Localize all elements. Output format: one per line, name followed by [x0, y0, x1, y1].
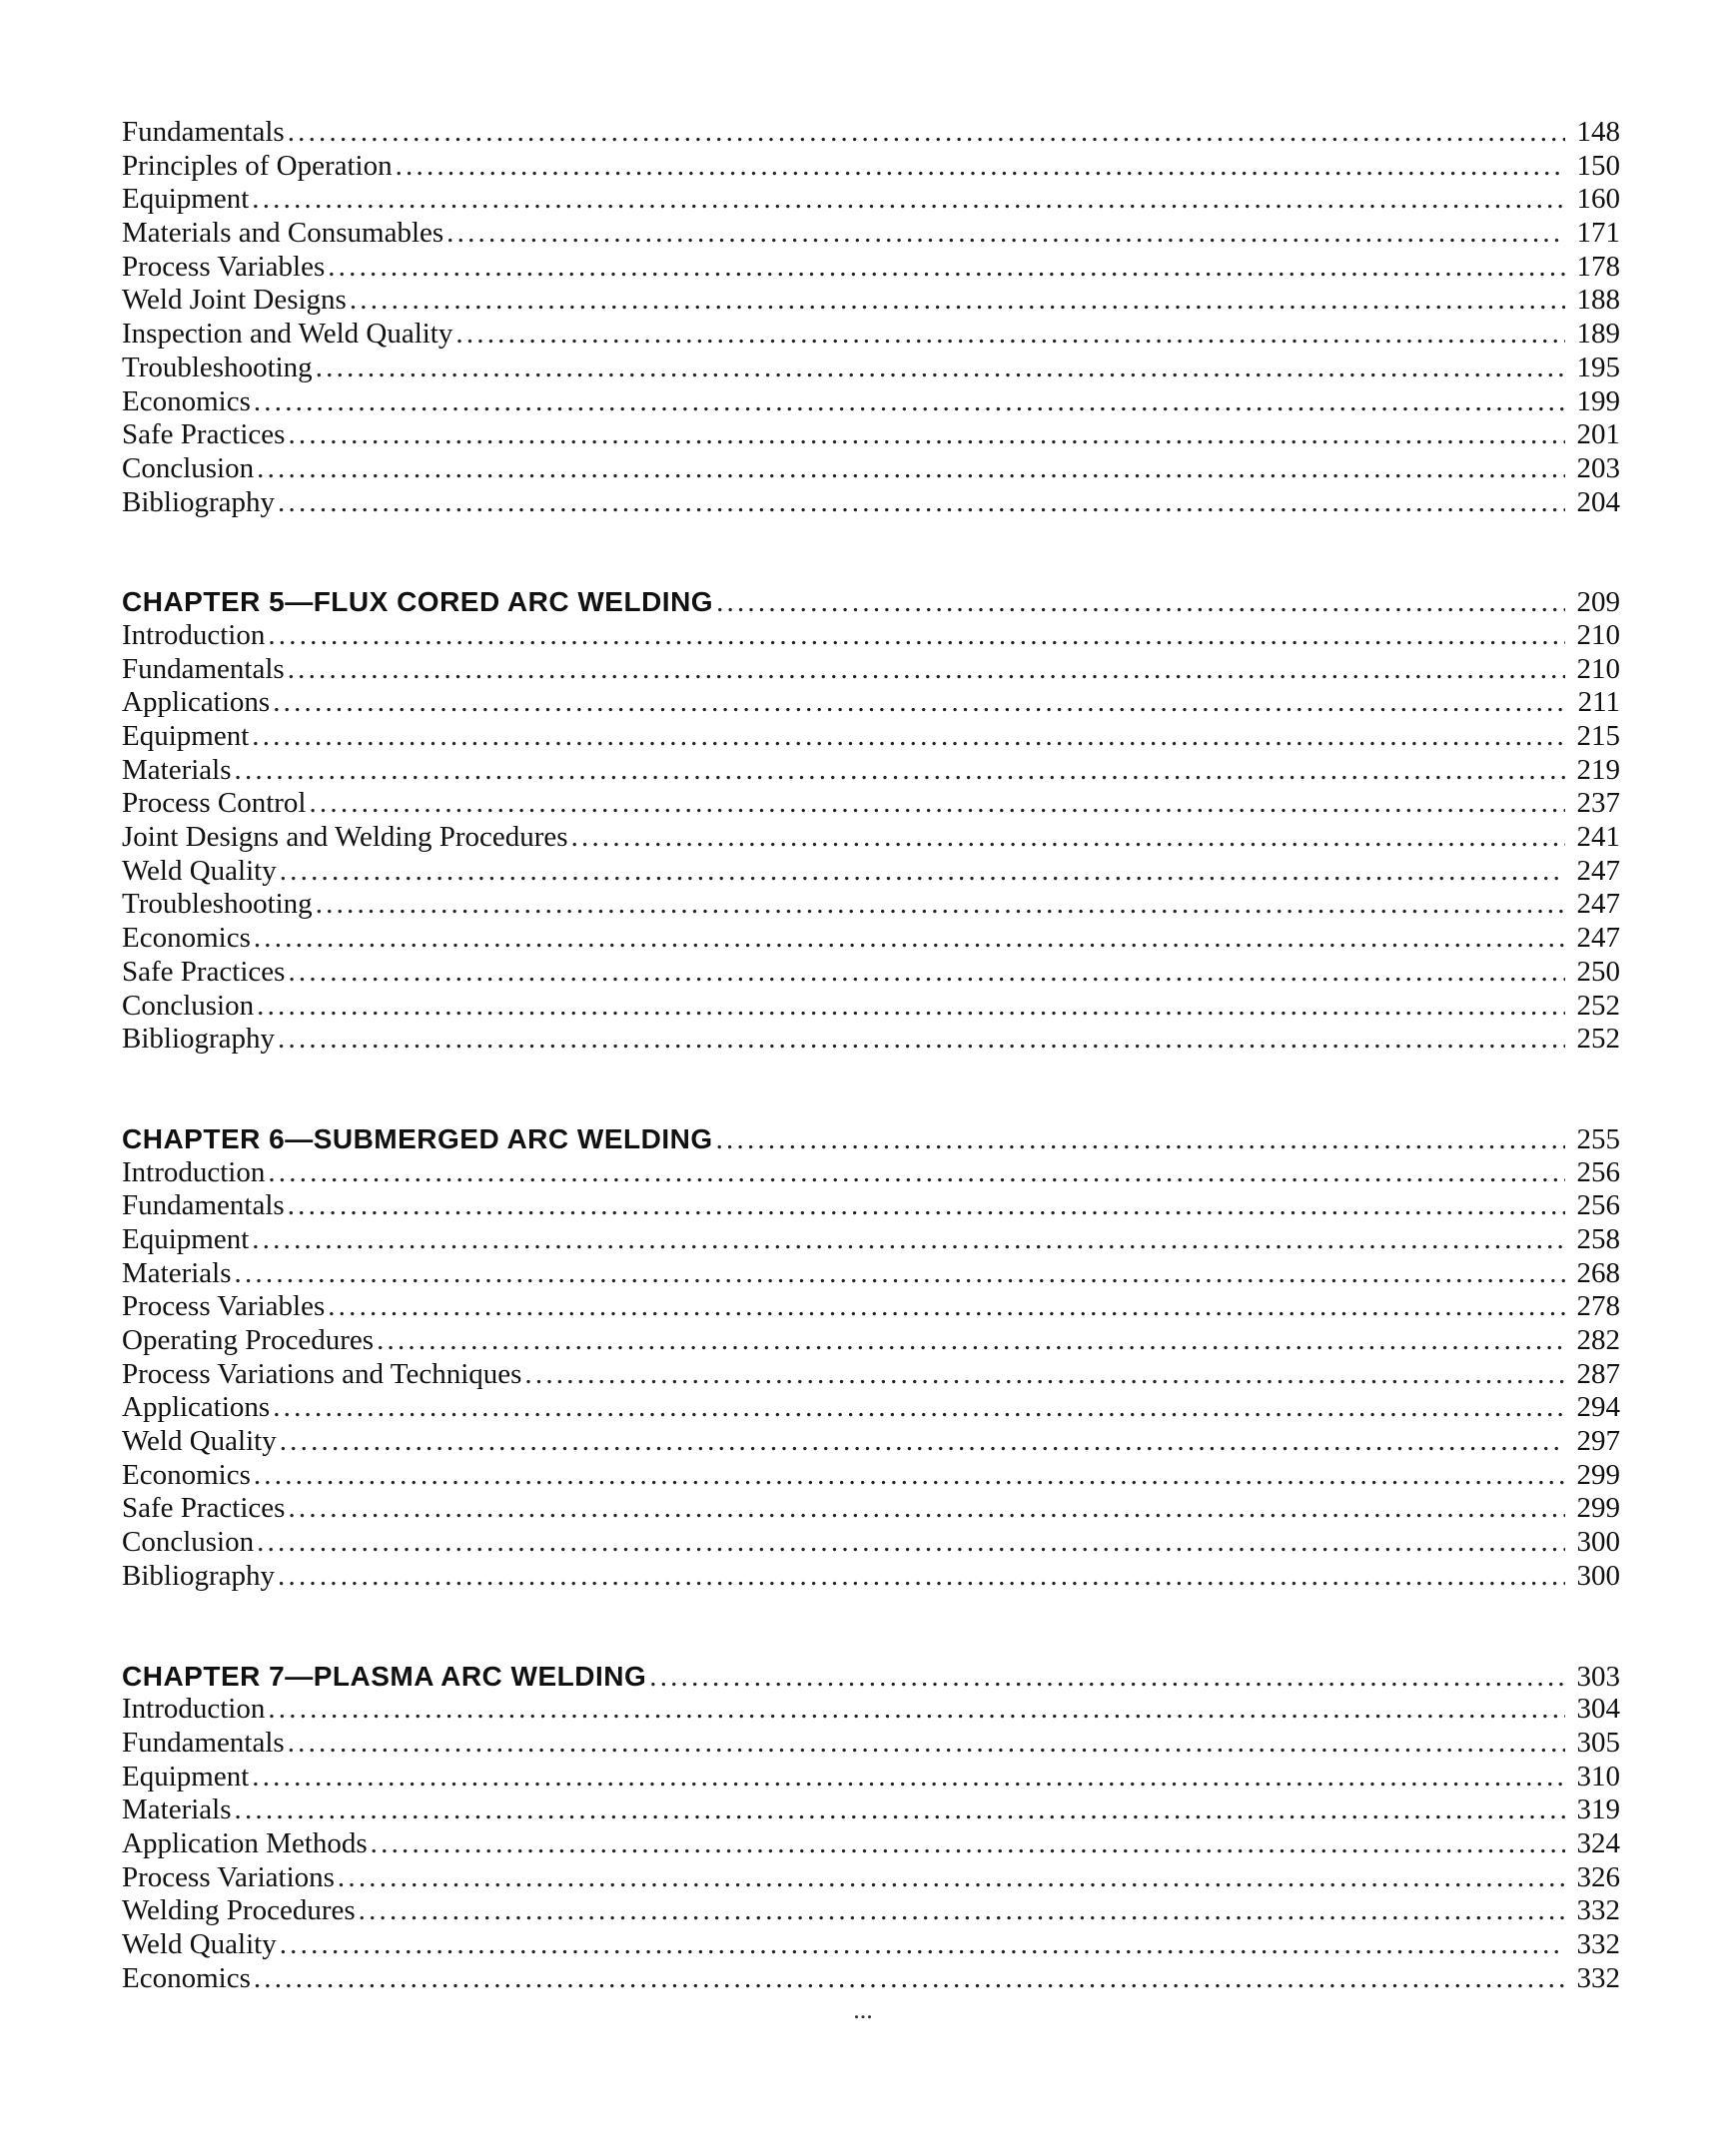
toc-entry [122, 1526, 1620, 1560]
entry-title: Fundamentals [122, 1189, 285, 1222]
dot-leader [273, 686, 1565, 720]
toc-entry [122, 1894, 1620, 1928]
toc-entry [122, 1560, 1620, 1594]
entry-title: Joint Designs and Welding Procedures [122, 821, 568, 854]
entry-page-number: 300 [1576, 1559, 1620, 1592]
entry-page-number: 210 [1576, 618, 1620, 651]
entry-page-number: 215 [1576, 720, 1620, 752]
dot-leader [288, 653, 1565, 687]
entry-title: Economics [122, 922, 251, 955]
toc-entry [122, 1492, 1620, 1526]
dot-leader [716, 1123, 1565, 1157]
entry-page-number: 258 [1576, 1222, 1620, 1255]
dot-leader [278, 1023, 1565, 1057]
dot-leader [254, 922, 1565, 956]
toc-entry [122, 1928, 1620, 1962]
toc-entry [122, 385, 1620, 419]
dot-leader [257, 990, 1565, 1024]
entry-title: Bibliography [122, 1023, 276, 1056]
toc-entry [122, 1794, 1620, 1827]
entry-title: Equipment [122, 1760, 250, 1793]
toc-entry [122, 1459, 1620, 1493]
toc-entry [122, 754, 1620, 788]
entry-title: Materials [122, 1256, 232, 1289]
entry-title: Fundamentals [122, 652, 285, 685]
toc-entry [122, 1861, 1620, 1895]
entry-title: Economics [122, 1961, 251, 1994]
entry-title: Operating Procedures [122, 1324, 375, 1356]
entry-title: Applications [122, 686, 271, 719]
toc-entry [122, 922, 1620, 956]
dot-leader [235, 1794, 1565, 1827]
toc-page [122, 116, 1620, 1995]
dot-leader [252, 1761, 1565, 1795]
entry-page-number: 304 [1576, 1693, 1620, 1726]
entry-page-number: 300 [1576, 1526, 1620, 1559]
dot-leader [571, 821, 1565, 855]
toc-entry [122, 116, 1620, 150]
entry-page-number: 310 [1576, 1760, 1620, 1793]
toc-entry [122, 1156, 1620, 1190]
chapter-5-section [122, 585, 1620, 1057]
toc-entry [122, 855, 1620, 889]
entry-page-number: 204 [1576, 485, 1620, 518]
dot-leader [288, 956, 1565, 990]
toc-entry [122, 486, 1620, 520]
toc-entry [122, 1727, 1620, 1761]
dot-leader [254, 385, 1565, 419]
dot-leader [377, 1324, 1565, 1358]
entry-title: Inspection and Weld Quality [122, 318, 453, 351]
entry-title: Weld Quality [122, 1425, 277, 1458]
entry-page-number: 297 [1576, 1425, 1620, 1458]
entry-page-number: 171 [1576, 217, 1620, 250]
toc-entry [122, 1223, 1620, 1257]
toc-entry [122, 1391, 1620, 1425]
toc-entry [122, 352, 1620, 385]
entry-title: Weld Quality [122, 1928, 277, 1960]
dot-leader [288, 1189, 1565, 1223]
dot-leader [649, 1661, 1565, 1695]
dot-leader [288, 418, 1565, 452]
chapter-7-section [122, 1660, 1620, 1996]
toc-entry [122, 619, 1620, 653]
dot-leader [252, 720, 1565, 754]
dot-leader [328, 1290, 1565, 1324]
dot-leader [338, 1861, 1565, 1895]
toc-entry [122, 217, 1620, 251]
chapter-title: CHAPTER 7—PLASMA ARC WELDING [122, 1660, 647, 1692]
entry-title: Troubleshooting [122, 888, 313, 921]
entry-page-number: 268 [1576, 1256, 1620, 1289]
entry-page-number: 201 [1576, 418, 1620, 451]
toc-entry [122, 150, 1620, 184]
entry-title: Fundamentals [122, 116, 285, 148]
entry-title: Equipment [122, 720, 250, 752]
dot-leader [446, 217, 1565, 251]
entry-title: Welding Procedures [122, 1894, 356, 1927]
entry-page-number: 241 [1576, 821, 1620, 854]
toc-entry [122, 452, 1620, 486]
chapter-6-section [122, 1122, 1620, 1594]
chapter-page-number: 209 [1576, 586, 1620, 619]
toc-entry [122, 418, 1620, 452]
entry-title: Materials [122, 753, 232, 786]
entry-title: Conclusion [122, 1526, 255, 1559]
entry-page-number: 210 [1576, 652, 1620, 685]
entry-page-number: 332 [1576, 1961, 1620, 1994]
entry-page-number: 150 [1576, 149, 1620, 182]
entry-title: Introduction [122, 1155, 266, 1188]
entry-page-number: 247 [1576, 854, 1620, 887]
dot-leader [396, 150, 1565, 184]
toc-entry [122, 653, 1620, 687]
entry-page-number: 256 [1576, 1155, 1620, 1188]
dot-leader [254, 1459, 1565, 1493]
dot-leader [252, 183, 1565, 217]
dot-leader [328, 251, 1565, 285]
dot-leader [524, 1358, 1565, 1392]
entry-title: Weld Joint Designs [122, 284, 347, 317]
entry-title: Process Variations [122, 1860, 335, 1893]
entry-page-number: 188 [1576, 284, 1620, 317]
toc-entry [122, 821, 1620, 855]
entry-page-number: 247 [1576, 888, 1620, 921]
entry-page-number: 195 [1576, 351, 1620, 383]
toc-entry [122, 720, 1620, 754]
entry-page-number: 299 [1576, 1458, 1620, 1491]
dot-leader [252, 1223, 1565, 1257]
entry-page-number: 211 [1577, 686, 1620, 719]
entry-title: Conclusion [122, 989, 255, 1022]
dot-leader [268, 619, 1565, 653]
entry-title: Economics [122, 1458, 251, 1491]
entry-page-number: 160 [1576, 183, 1620, 216]
dot-leader [288, 116, 1565, 150]
dot-leader [278, 1560, 1565, 1594]
entry-title: Materials [122, 1794, 232, 1826]
entry-page-number: 305 [1576, 1726, 1620, 1759]
entry-title: Safe Practices [122, 1492, 286, 1525]
dot-leader [257, 452, 1565, 486]
entry-title: Applications [122, 1391, 271, 1424]
toc-entry [122, 1189, 1620, 1223]
dot-leader [350, 284, 1565, 318]
toc-entry [122, 1290, 1620, 1324]
entry-page-number: 282 [1576, 1324, 1620, 1356]
entry-title: Safe Practices [122, 418, 286, 451]
dot-leader [268, 1156, 1565, 1190]
entry-page-number: 287 [1576, 1357, 1620, 1390]
dot-leader [235, 754, 1565, 788]
toc-entry [122, 318, 1620, 352]
dot-leader [254, 1962, 1565, 1996]
toc-entry [122, 1962, 1620, 1996]
entry-title: Process Variations and Techniques [122, 1357, 522, 1390]
dot-leader [280, 1928, 1565, 1962]
entry-title: Conclusion [122, 451, 255, 484]
entry-page-number: 203 [1576, 451, 1620, 484]
dot-leader [359, 1894, 1565, 1928]
chapter-heading [122, 1122, 1620, 1156]
entry-title: Application Methods [122, 1826, 368, 1859]
entry-page-number: 319 [1576, 1794, 1620, 1826]
dot-leader [280, 855, 1565, 889]
dot-leader [716, 586, 1565, 620]
entry-page-number: 219 [1576, 753, 1620, 786]
entry-page-number: 199 [1576, 384, 1620, 417]
dot-leader [278, 486, 1565, 520]
entry-page-number: 332 [1576, 1894, 1620, 1927]
entry-page-number: 326 [1576, 1860, 1620, 1893]
toc-entry [122, 1257, 1620, 1291]
toc-entry [122, 1324, 1620, 1358]
entry-title: Introduction [122, 618, 266, 651]
toc-entry [122, 1023, 1620, 1057]
continuation-mark: ... [853, 1995, 873, 2024]
entry-page-number: 250 [1576, 955, 1620, 988]
entry-page-number: 324 [1576, 1826, 1620, 1859]
entry-page-number: 294 [1576, 1391, 1620, 1424]
dot-leader [268, 1693, 1565, 1727]
toc-entry [122, 251, 1620, 285]
entry-title: Principles of Operation [122, 149, 393, 182]
dot-leader [257, 1526, 1565, 1560]
dot-leader [309, 787, 1565, 821]
entry-title: Bibliography [122, 485, 276, 518]
toc-entry [122, 888, 1620, 922]
toc-entry [122, 284, 1620, 318]
chapter-page-number: 255 [1576, 1122, 1620, 1155]
dot-leader [288, 1492, 1565, 1526]
entry-title: Weld Quality [122, 854, 277, 887]
entry-title: Safe Practices [122, 955, 286, 988]
toc-entry [122, 1693, 1620, 1727]
toc-entry [122, 1425, 1620, 1459]
entry-title: Fundamentals [122, 1726, 285, 1759]
toc-entry [122, 1358, 1620, 1392]
entry-title: Economics [122, 384, 251, 417]
entry-title: Bibliography [122, 1559, 276, 1592]
entry-page-number: 299 [1576, 1492, 1620, 1525]
chapter-title: CHAPTER 5—FLUX CORED ARC WELDING [122, 586, 714, 618]
toc-entry [122, 686, 1620, 720]
entry-title: Equipment [122, 1222, 250, 1255]
entry-title: Troubleshooting [122, 351, 313, 383]
chapter-title: CHAPTER 6—SUBMERGED ARC WELDING [122, 1122, 713, 1154]
toc-entry [122, 1761, 1620, 1795]
entry-title: Materials and Consumables [122, 217, 444, 250]
entry-page-number: 256 [1576, 1189, 1620, 1222]
entry-page-number: 148 [1576, 116, 1620, 148]
toc-entry [122, 787, 1620, 821]
entry-page-number: 178 [1576, 250, 1620, 283]
toc-entry [122, 183, 1620, 217]
entry-page-number: 247 [1576, 922, 1620, 955]
entry-title: Introduction [122, 1693, 266, 1726]
entry-page-number: 189 [1576, 318, 1620, 351]
entry-page-number: 252 [1576, 1023, 1620, 1056]
dot-leader [280, 1425, 1565, 1459]
dot-leader [235, 1257, 1565, 1291]
dot-leader [273, 1391, 1565, 1425]
chapter-page-number: 303 [1576, 1660, 1620, 1693]
entry-page-number: 237 [1576, 787, 1620, 820]
dot-leader [455, 318, 1565, 352]
entry-title: Process Variables [122, 1290, 326, 1323]
toc-entry [122, 1827, 1620, 1861]
entry-title: Equipment [122, 183, 250, 216]
entry-page-number: 332 [1576, 1928, 1620, 1960]
entry-title: Process Variables [122, 250, 326, 283]
dot-leader [316, 888, 1565, 922]
toc-section [122, 116, 1620, 519]
entry-page-number: 252 [1576, 989, 1620, 1022]
entry-title: Process Control [122, 787, 307, 820]
chapter-heading [122, 585, 1620, 619]
chapter-heading [122, 1660, 1620, 1694]
dot-leader [371, 1827, 1565, 1861]
dot-leader [288, 1727, 1565, 1761]
dot-leader [316, 352, 1565, 385]
entry-page-number: 278 [1576, 1290, 1620, 1323]
toc-entry [122, 956, 1620, 990]
toc-entry [122, 990, 1620, 1024]
